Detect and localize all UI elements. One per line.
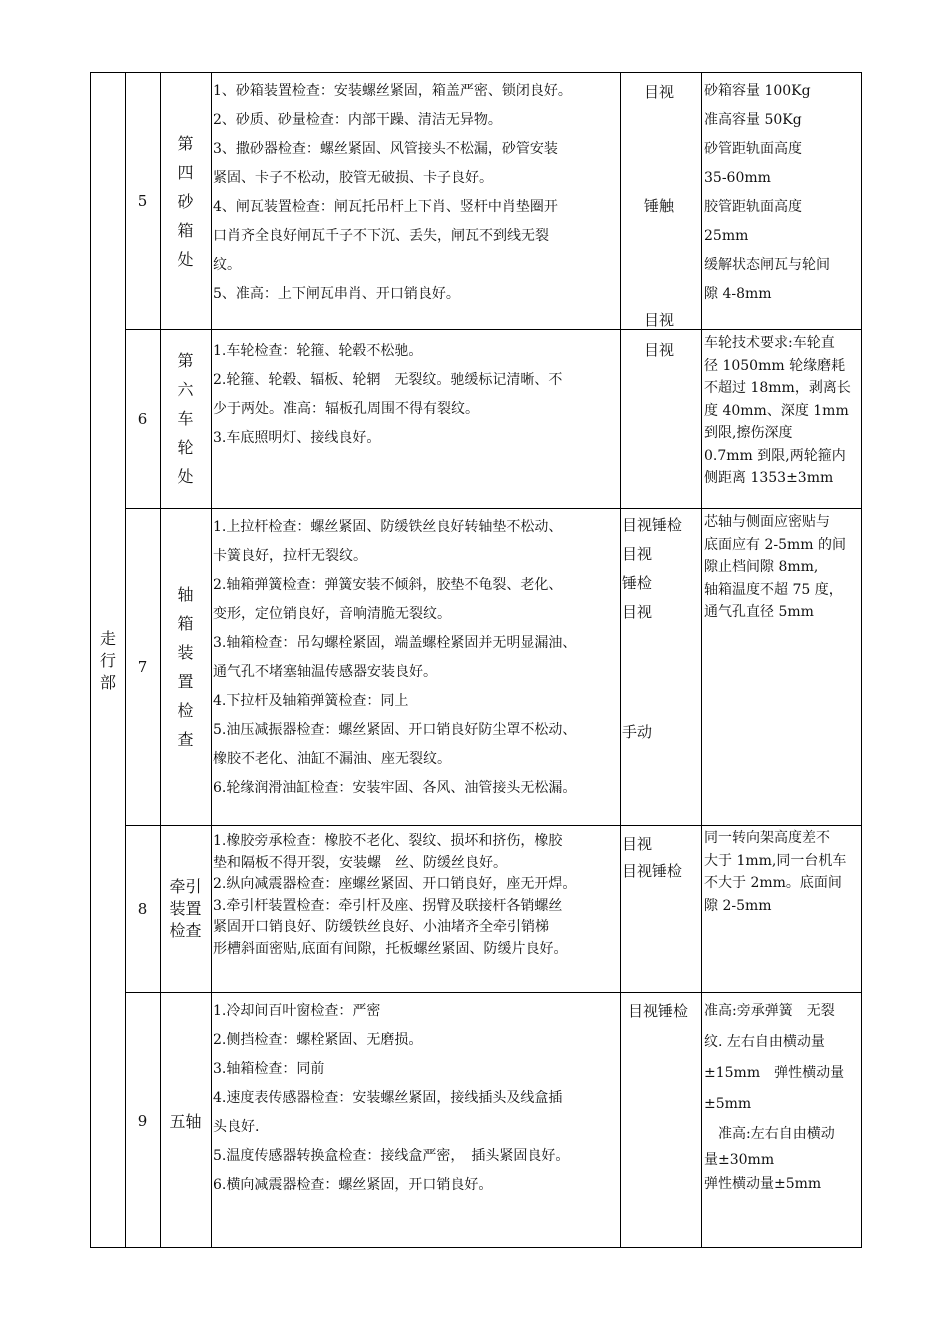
- location-line: 检查: [169, 920, 202, 940]
- row-number: 6: [137, 409, 148, 428]
- item-line: 1.车轮检查：轮箍、轮毂不松驰。: [213, 343, 423, 359]
- location-label: [169, 876, 201, 942]
- spec-line: 轴箱温度不超 75 度，: [704, 581, 843, 598]
- item-line: 5.温度传感器转换盒检查：接线盒严密， 插头紧固良好。: [213, 1148, 570, 1164]
- row-number: 8: [137, 899, 148, 918]
- spec-cell: [701, 994, 863, 1249]
- item-line: 口肖齐全良好闸瓦千子不下沉、丢失，闸瓦不到线无裂: [213, 228, 549, 244]
- location-label: 五轴: [169, 1112, 202, 1131]
- item-line: 4、闸瓦装置检查：闸瓦托吊杆上下肖、竖杆中肖垫圈开: [213, 199, 558, 215]
- spec-line: 0.7mm 到限,两轮箍内: [704, 447, 846, 464]
- spec-line: 弹性横动量±5mm: [704, 1176, 822, 1192]
- item-line: 4.速度表传感器检查：安装螺丝紧固，接线插头及线盒插: [213, 1090, 563, 1106]
- item-line: 5、准高：上下闸瓦串肖、开口销良好。: [213, 286, 460, 302]
- spec-line: 量±30mm: [704, 1152, 775, 1168]
- method-label: 目视锤检: [628, 1002, 689, 1020]
- spec-line: ±5mm: [704, 1096, 752, 1112]
- spec-line: 砂管距轨面高度: [704, 141, 802, 157]
- spec-line: 准高:左右自由横动: [704, 1126, 835, 1142]
- inspection-items: [211, 511, 620, 825]
- spec-line: 通气孔直径 5mm: [704, 604, 814, 620]
- spec-line: 车轮技术要求:车轮直: [704, 335, 835, 351]
- method-label: 手动: [622, 723, 653, 741]
- inspection-items: [211, 829, 620, 992]
- item-line: 3.轴箱检查：同前: [213, 1061, 325, 1077]
- spec-line: 侧距离 1353±3mm: [704, 470, 834, 486]
- method-label: 目视: [622, 835, 653, 853]
- spec-line: 砂箱容量 100Kg: [704, 83, 811, 99]
- item-line: 卡簧良好，拉杆无裂纹。: [213, 548, 367, 564]
- location-label: 轴箱装置检查: [177, 584, 194, 749]
- spec-line: 胶管距轨面高度: [704, 199, 802, 215]
- item-line: 5.油压减振器检查：螺丝紧固、开口销良好防尘罩不松动、: [213, 722, 577, 738]
- inspection-items: [211, 995, 620, 1249]
- spec-line: 纹. 左右自由横动量: [704, 1034, 825, 1050]
- spec-cell: [701, 331, 863, 508]
- spec-line: ±15mm 弹性横动量: [704, 1065, 845, 1081]
- item-line: 紧固、卡子不松动，胶管无破损、卡子良好。: [213, 170, 493, 186]
- item-line: 纹。: [213, 257, 241, 273]
- inspection-items: [211, 75, 620, 329]
- inspection-table: [90, 72, 862, 1248]
- item-line: 形槽斜面密贴,底面有间隙，托板螺丝紧固、防缓片良好。: [213, 940, 568, 957]
- method-label: 目视: [644, 311, 675, 329]
- item-line: 垫和隔板不得开裂，安装螺 丝、防缓丝良好。: [213, 854, 507, 871]
- item-line: 紧固开口销良好、防缓铁丝良好、小油堵齐全牵引销梯: [213, 919, 549, 935]
- spec-line: 隙止档间隙 8mm,: [704, 559, 819, 575]
- spec-line: 同一转向架高度差不: [704, 830, 830, 846]
- location-cell: [160, 73, 211, 329]
- method-label: 锤触: [644, 197, 675, 215]
- item-line: 1.橡胶旁承检查：橡胶不老化、裂纹、损坏和挤伤，橡胶: [213, 833, 563, 849]
- location-cell: [160, 992, 211, 1249]
- item-line: 1.上拉杆检查：螺丝紧固、防缓铁丝良好转轴垫不松动、: [213, 519, 563, 535]
- section-label: 走行部: [99, 629, 116, 692]
- spec-line: 芯轴与侧面应密贴与: [704, 514, 830, 530]
- location-line: 装置: [169, 898, 202, 918]
- spec-line: 准高容量 50Kg: [704, 112, 802, 128]
- item-line: 2、砂质、砂量检查：内部干躁、清洁无异物。: [213, 112, 502, 128]
- item-line: 2.轴箱弹簧检查：弹簧安装不倾斜，胶垫不龟裂、老化、: [213, 577, 563, 593]
- row-number: 9: [137, 1111, 148, 1130]
- item-line: 橡胶不老化、油缸不漏油、座无裂纹。: [213, 751, 451, 767]
- location-cell: [160, 825, 211, 992]
- spec-line: 35-60mm: [704, 170, 771, 186]
- spec-line: 不超过 18mm，剥离长: [704, 380, 851, 396]
- item-line: 6.轮缘润滑油缸检查：安装牢固、各风、油管接头无松漏。: [213, 780, 577, 796]
- method-label: 目视锤检: [622, 516, 683, 534]
- item-line: 3.轴箱检查：吊勾螺栓紧固，端盖螺栓紧固并无明显漏油、: [213, 635, 577, 651]
- method-label: 目视: [622, 603, 653, 621]
- item-line: 通气孔不堵塞轴温传感器安装良好。: [213, 664, 437, 680]
- item-line: 少于两处。准高：辐板孔周围不得有裂纹。: [213, 401, 479, 417]
- item-line: 3.牵引杆装置检查：牵引杆及座、拐臂及联接杆各销螺丝: [213, 897, 563, 914]
- method-cell: [620, 508, 701, 825]
- inspection-items: [211, 335, 620, 508]
- row-divider: [125, 508, 861, 509]
- spec-line: 缓解状态闸瓦与轮间: [704, 257, 830, 273]
- row-number: 7: [137, 657, 148, 676]
- spec-line: 度 40mm、深度 1mm: [704, 402, 849, 419]
- section-cell: [91, 73, 125, 1249]
- method-label: 目视锤检: [622, 862, 683, 880]
- item-line: 2.轮箍、轮毂、辐板、轮辋 无裂纹。驰缓标记清晰、不: [213, 372, 563, 388]
- method-label: 目视: [644, 341, 675, 359]
- item-line: 3.车底照明灯、接线良好。: [213, 430, 381, 446]
- method-label: 目视: [644, 83, 675, 101]
- item-line: 2.侧挡检查：螺栓紧固、无磨损。: [213, 1032, 423, 1048]
- spec-line: 径 1050mm 轮缘磨耗: [704, 357, 846, 374]
- spec-cell: [701, 75, 863, 329]
- item-line: 3、撒砂器检查：螺丝紧固、风管接头不松漏，砂管安装: [213, 141, 558, 157]
- method-cell: [620, 73, 701, 329]
- location-cell: [160, 508, 211, 825]
- method-cell: [620, 825, 701, 992]
- spec-cell: [701, 826, 863, 992]
- spec-line: 不大于 2mm。底面间: [704, 875, 842, 891]
- item-line: 1、砂箱装置检查：安装螺丝紧固，箱盖严密、锁闭良好。: [213, 83, 572, 99]
- item-line: 头良好.: [213, 1119, 260, 1135]
- location-line: 牵引: [169, 876, 202, 896]
- item-line: 1.冷却间百叶窗检查：严密: [213, 1003, 381, 1019]
- row-divider: [125, 992, 861, 993]
- spec-cell: [701, 510, 863, 825]
- row-divider: [125, 329, 861, 330]
- spec-line: 大于 1mm,同一台机车: [704, 852, 847, 869]
- spec-line: 隙 4-8mm: [704, 286, 772, 302]
- spec-line: 到限,擦伤深度: [704, 425, 793, 441]
- spec-line: 25mm: [704, 228, 749, 244]
- item-line: 变形，定位销良好，音响清脆无裂纹。: [213, 606, 451, 622]
- method-label: 目视: [622, 545, 653, 563]
- spec-line: 准高:旁承弹簧 无裂: [704, 1003, 835, 1019]
- item-line: 2.纵向减震器检查：座螺丝紧固、开口销良好，座无开焊。: [213, 876, 577, 892]
- method-cell: [620, 329, 701, 508]
- item-line: 6.横向减震器检查：螺丝紧固，开口销良好。: [213, 1177, 493, 1193]
- location-cell: [160, 329, 211, 508]
- location-label: 第四砂箱处: [177, 133, 194, 269]
- location-label: 第六车轮处: [177, 351, 194, 486]
- method-cell: [620, 992, 701, 1249]
- method-label: 锤检: [622, 574, 653, 592]
- spec-line: 隙 2-5mm: [704, 897, 772, 914]
- spec-line: 底面应有 2-5mm 的间: [704, 536, 846, 553]
- row-number: 5: [137, 192, 148, 210]
- item-line: 4.下拉杆及轴箱弹簧检查：同上: [213, 693, 409, 709]
